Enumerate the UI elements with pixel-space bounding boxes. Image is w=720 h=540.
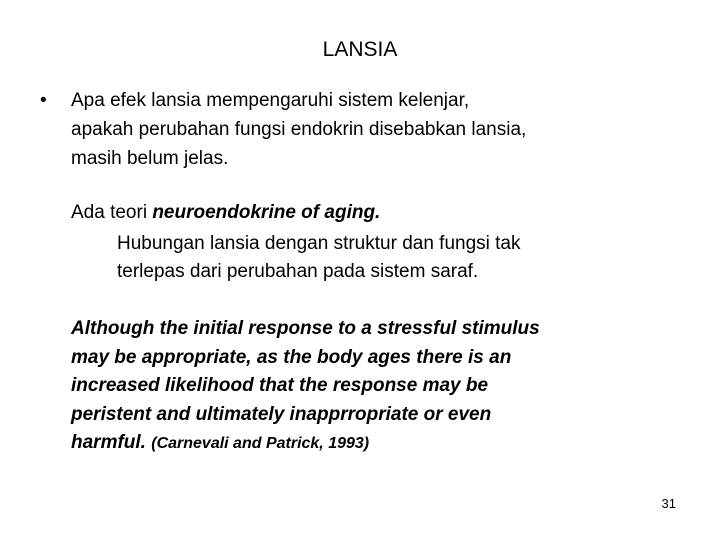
bullet-line: masih belum jelas. (71, 148, 229, 169)
theory-heading (71, 198, 380, 227)
theory-line: Hubungan lansia dengan struktur dan fungsi tak (117, 233, 521, 254)
quote-last-line (71, 429, 540, 459)
theory-prefix: Ada teori (71, 202, 153, 223)
theory-description (117, 230, 521, 286)
quote-final-word: harmful. (71, 432, 146, 453)
bullet-marker: • (40, 90, 47, 111)
quote-citation: (Carnevali and Patrick, 1993) (151, 435, 370, 452)
quote-block (71, 315, 540, 459)
page-number: 31 (661, 496, 676, 511)
theory-line: terlepas dari perubahan pada sistem saraf. (117, 261, 479, 282)
bullet-text (71, 86, 671, 173)
quote-line: peristent and ultimately inapprropriate or even (71, 403, 492, 425)
quote-line: may be appropriate, as the body ages there is an (71, 346, 512, 368)
theory-emphasis: neuroendokrine of aging. (152, 202, 381, 223)
quote-line: increased likelihood that the response may be (71, 375, 489, 396)
quote-line: Although the initial response to a stressful stimulus (71, 318, 540, 339)
slide-title: LANSIA (322, 38, 398, 61)
bullet-line: Apa efek lansia mempengaruhi sistem kelenjar, (71, 90, 470, 111)
bullet-line: apakah perubahan fungsi endokrin disebabkan lansia, (71, 119, 527, 140)
